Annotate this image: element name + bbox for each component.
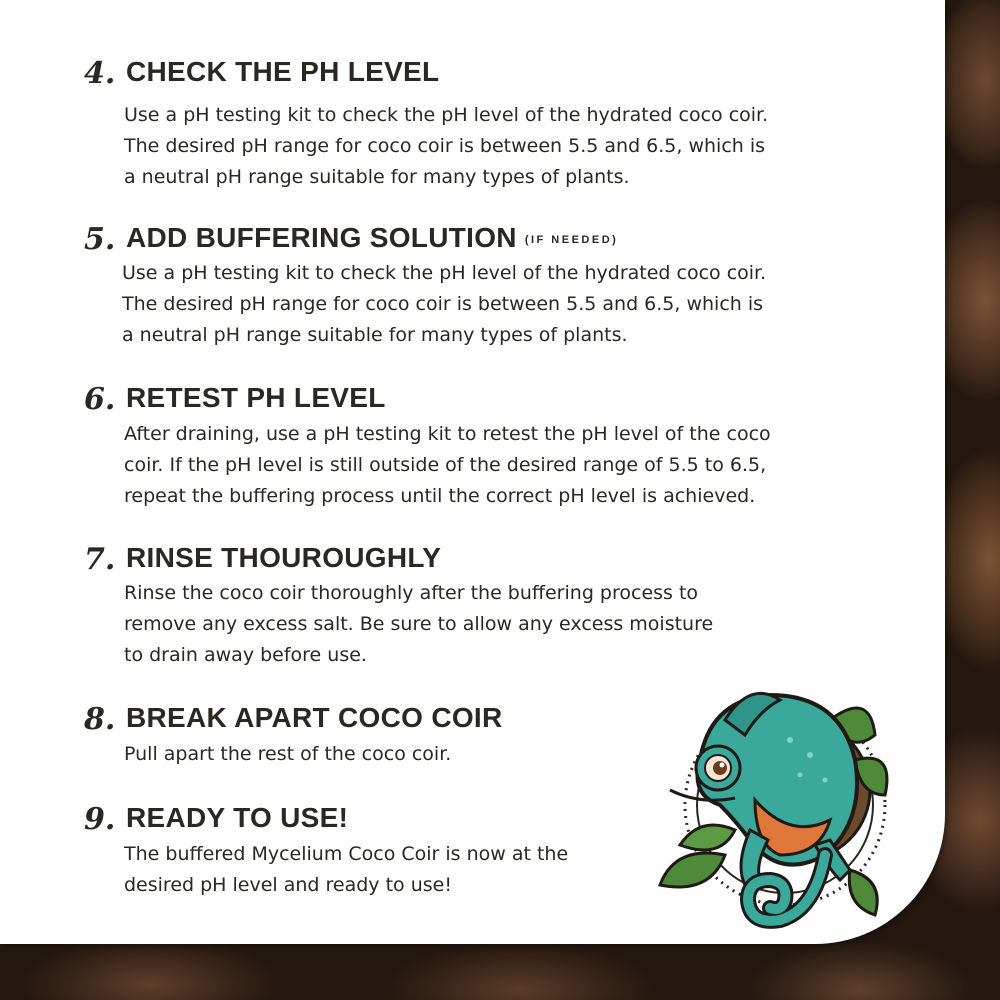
step-description xyxy=(124,578,713,671)
description-line: After draining, use a pH testing kit to retest the pH level of the coco xyxy=(124,423,771,445)
step-number: 8. xyxy=(84,702,116,737)
description-line: coir. If the pH level is still outside of the desired range of 5.5 to 6.5, xyxy=(124,454,767,476)
step-number: 9. xyxy=(84,802,116,837)
chameleon-mascot-icon xyxy=(640,680,900,955)
description-line: Use a pH testing kit to check the pH level of the hydrated coco coir. xyxy=(124,104,769,126)
step-number: 4. xyxy=(84,56,116,91)
step-description xyxy=(124,419,771,512)
step-description xyxy=(122,258,766,351)
step-description xyxy=(124,839,568,901)
step-number: 7. xyxy=(84,542,116,577)
description-line: The buffered Mycelium Coco Coir is now at the xyxy=(124,843,569,865)
step-title: RETEST PH LEVEL xyxy=(126,382,386,413)
step-title: RINSE THOUROUGHLY xyxy=(126,542,442,573)
description-line: Use a pH testing kit to check the pH level of the hydrated coco coir. xyxy=(122,262,767,284)
step-number: 5. xyxy=(84,222,116,257)
step-description xyxy=(124,739,451,770)
description-line: a neutral pH range suitable for many types of plants. xyxy=(124,166,630,188)
description-line: Rinse the coco coir thoroughly after the buffering process to xyxy=(124,582,699,604)
description-line: to drain away before use. xyxy=(124,644,367,666)
description-line: desired pH level and ready to use! xyxy=(124,874,452,896)
step-description xyxy=(124,100,768,193)
description-line: The desired pH range for coco coir is between 5.5 and 6.5, which is xyxy=(124,135,766,157)
description-line: remove any excess salt. Be sure to allow any excess moisture xyxy=(124,613,714,635)
description-line: Pull apart the rest of the coco coir. xyxy=(124,743,452,765)
step-title: BREAK APART COCO COIR xyxy=(126,702,503,733)
description-line: repeat the buffering process until the correct pH level is achieved. xyxy=(124,485,756,507)
step-title: READY TO USE! xyxy=(126,802,349,833)
description-line: a neutral pH range suitable for many types of plants. xyxy=(122,324,628,346)
step-title: CHECK THE PH LEVEL xyxy=(126,56,440,87)
step-number: 6. xyxy=(84,382,116,417)
description-line: The desired pH range for coco coir is between 5.5 and 6.5, which is xyxy=(122,293,764,315)
step-note: (IF NEEDED) xyxy=(524,233,619,246)
step-title: ADD BUFFERING SOLUTION (IF NEEDED) xyxy=(126,222,619,253)
